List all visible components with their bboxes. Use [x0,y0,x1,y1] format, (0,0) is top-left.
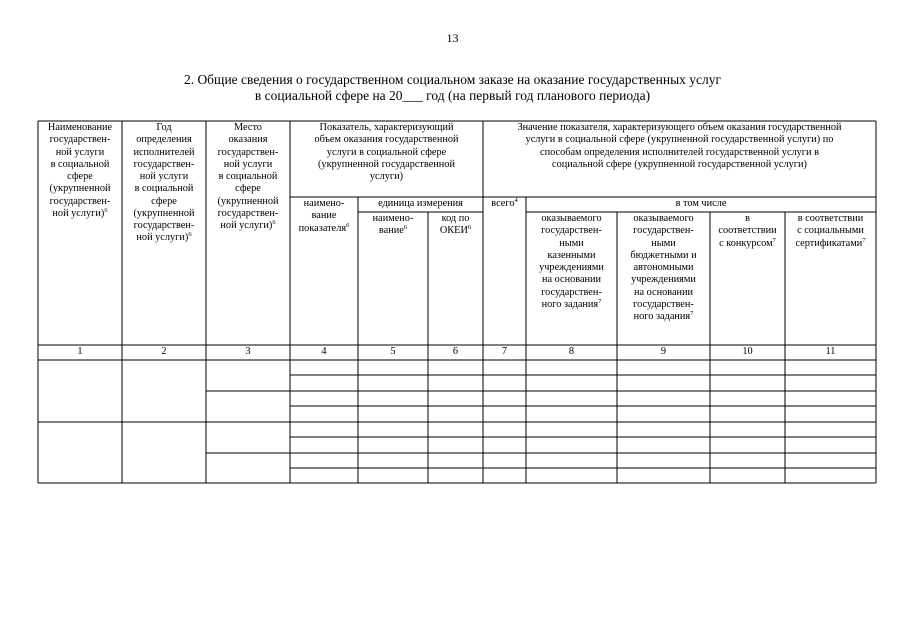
header-line: в социальной [134,183,194,195]
header-line: услуги в социальной сфере (укрупненной государственной услуги) по [525,134,834,146]
header-line: в социальной [50,158,110,170]
header-line: услуги в социальной сфере [326,146,447,158]
column-number: 3 [245,346,251,357]
header-line: объем оказания государственной [314,134,459,146]
footnote-ref: 7 [772,236,776,244]
header-line: ной услуги [55,146,105,158]
header-line: в соответствии [797,213,864,224]
header-line: государствен- [633,225,694,237]
header-line: соответствии [718,225,777,237]
column-number: 5 [390,346,396,357]
column-number: 7 [501,346,508,357]
footnote-ref: 6 [104,206,108,214]
footnote-ref: 6 [467,224,472,232]
header-line: ного задания$^7$ [633,310,694,322]
header-line: с конкурсом$^7$ [719,236,776,249]
header-competition [710,213,785,250]
header-line: государствен- [217,146,279,158]
header-line: автономными [633,262,694,273]
header-service-name [38,122,122,220]
header-line: государствен- [49,134,111,146]
header-line: сфере [235,183,261,195]
footnote-ref: 6 [346,221,350,229]
header-line: ными [651,237,676,249]
header-line: сертификатами$^7$ [795,236,866,249]
header-line: вание$^6$ [378,224,408,237]
column-number: 4 [321,346,327,357]
header-total [483,198,526,210]
header-line: сфере [67,171,93,182]
column-number: 8 [568,346,575,357]
header-line: наимено- [372,213,414,224]
header-line: единица измерения [378,198,463,209]
column-number: 2 [161,346,167,357]
header-line: (укрупненной [49,183,111,195]
header-line: казенными [547,249,596,261]
header-indicator-group [290,122,483,183]
header-line: в том числе [675,198,727,209]
footnote-ref: 7 [862,236,866,244]
header-including-group [526,198,876,210]
title-line-1: 2. Общие сведения о государственном социальном заказе на оказание государственных услуг [183,72,722,87]
footnote-ref: 7 [598,297,602,305]
header-state-institutions [526,213,617,311]
header-line: (укрупненной [133,207,195,219]
header-line: государствен- [541,225,602,237]
footnote-ref: 6 [188,231,192,239]
header-line: (укрупненной государственной [318,158,455,170]
header-line: государствен- [49,195,111,207]
header-line: исполнителей [133,146,195,158]
header-line: государствен- [133,158,195,170]
header-line: оказываемого [633,213,694,224]
footnote-ref: 6 [272,219,276,226]
column-number: 10 [742,346,753,357]
header-line: ного задания$^7$ [541,297,602,310]
header-line: услуги) [369,171,404,182]
page-number: 13 [446,31,459,45]
header-line: на основании [633,286,694,298]
column-number: 11 [825,346,836,357]
header-value-group [483,122,876,171]
header-line: код по [441,213,470,224]
header-line: ОКЕИ$^6$ [439,224,472,237]
header-line: государствен- [133,220,195,231]
title-line-2: в социальной сфере на 20___ год (на первый год планового периода) [254,88,651,103]
column-number: 1 [77,346,83,357]
header-year [122,122,206,245]
header-line: учреждениями [539,262,604,273]
column-number: 6 [452,346,459,357]
header-line: всего$^4$ [491,197,518,209]
header-line: наимено- [303,198,345,209]
header-line: государствен- [217,207,279,219]
header-line: государствен- [541,286,602,298]
header-certificates [785,213,876,250]
header-line: социальной сфере (укрупненной государственной услуги) [552,158,807,170]
header-line: Показатель, характеризующий [319,122,454,133]
header-indicator-name [290,198,358,235]
header-line: бюджетными и [630,249,697,261]
header-line: показателя$^6$ [298,221,350,234]
header-unit-name [358,213,428,238]
header-line: учреждениями [631,274,696,286]
footnote-ref: 6 [403,224,408,232]
header-line: (укрупненной [217,195,279,207]
header-line: Год [156,122,172,133]
header-line: сфере [151,195,177,207]
footnote-ref: 4 [514,197,518,204]
header-budget-institutions [617,213,710,323]
header-line: в социальной [218,171,278,182]
header-line: способам определения исполнителей государственной услуги в [540,146,819,158]
header-line: вание [311,210,337,222]
header-line: оказания [228,134,268,146]
header-line: ной услуги [223,158,273,170]
header-okei-code [428,213,483,238]
header-line: с социальными [797,225,864,237]
header-line: на основании [541,274,602,286]
header-line: ной услуги)$^6$ [136,231,192,244]
header-line: оказываемого [541,213,602,224]
column-number: 9 [660,346,667,357]
footnote-ref: 7 [690,310,694,317]
header-unit-group [358,198,483,210]
header-line: Наименование [47,122,113,133]
header-line: ными [559,237,584,249]
header-line: в [745,213,750,224]
header-line: Значение показателя, характеризующего объем оказания государственной [517,122,842,133]
header-line: определения [136,134,192,146]
header-line: ной услуги)$^6$ [220,219,276,231]
header-line: государствен- [633,298,694,310]
header-line: Место [234,122,262,133]
header-place [206,122,290,232]
header-line: ной услуги)$^6$ [52,206,108,219]
header-line: ной услуги [139,171,189,182]
